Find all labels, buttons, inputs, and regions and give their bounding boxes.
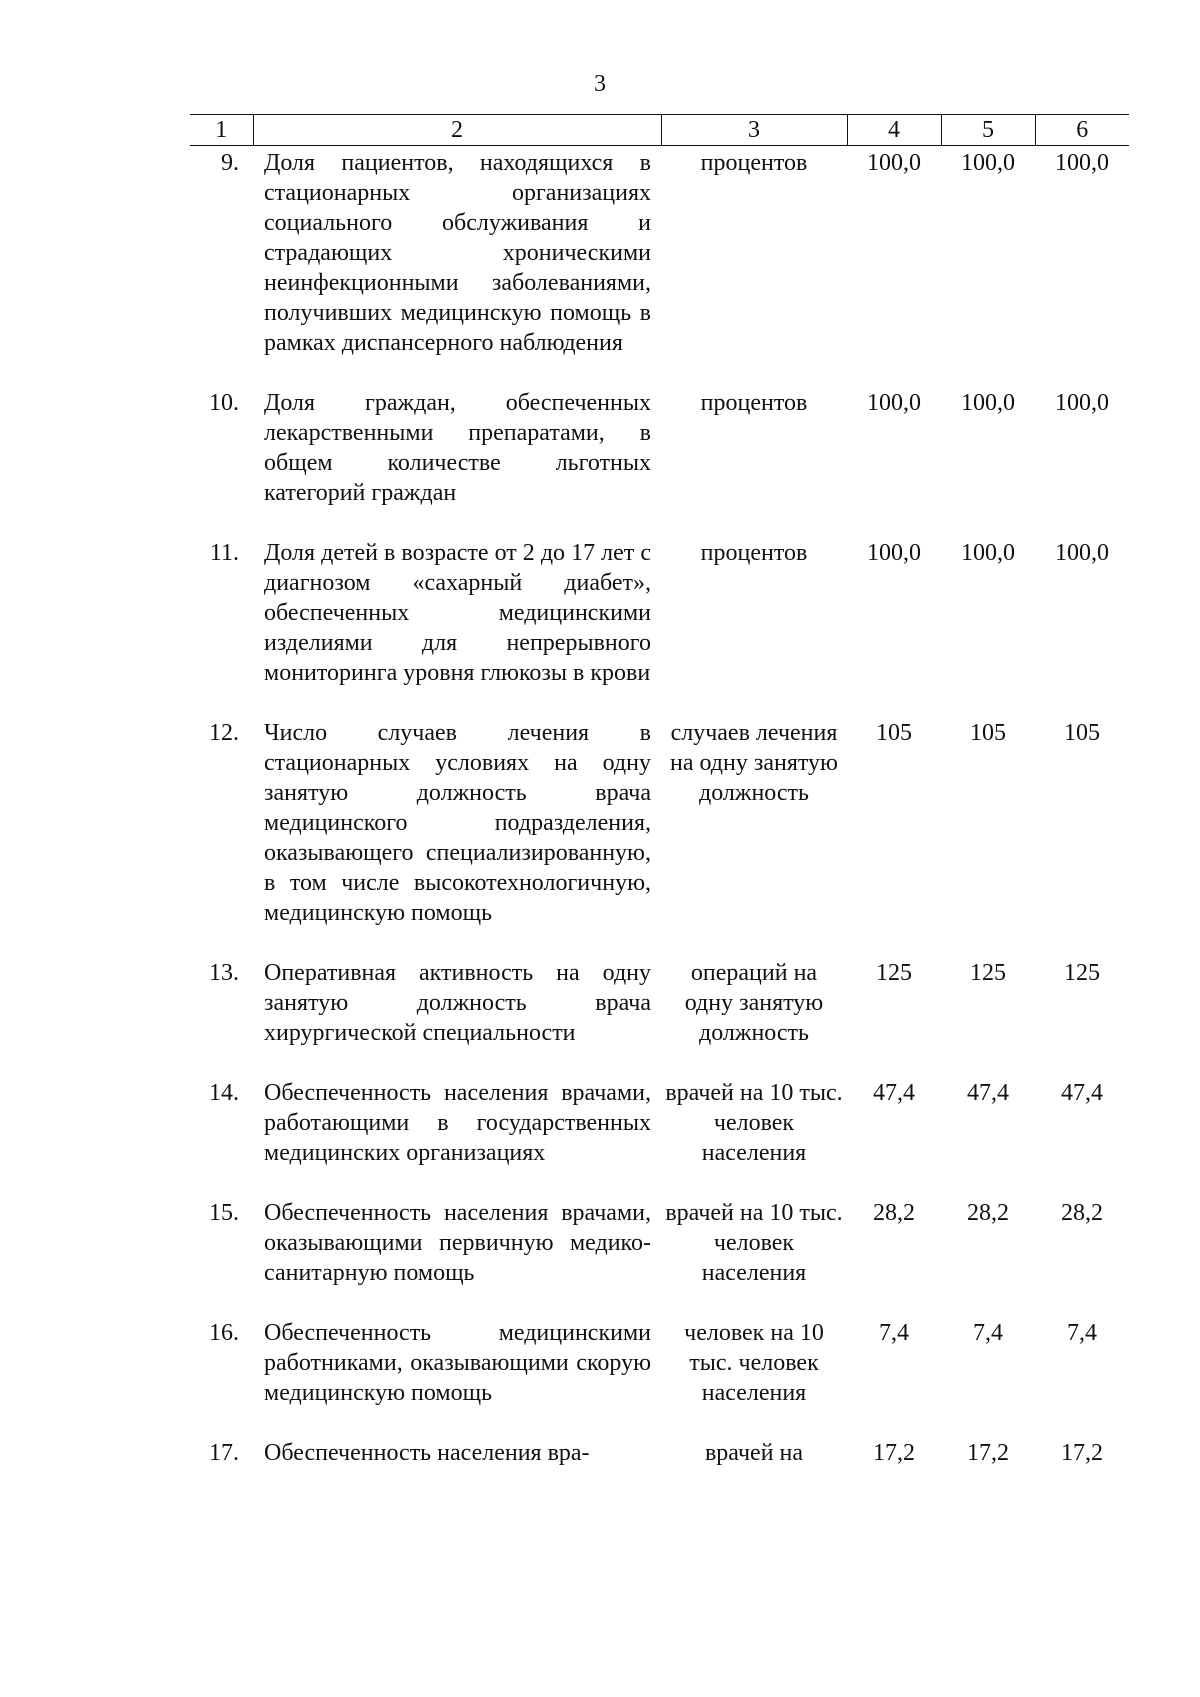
row-number: 13. bbox=[209, 960, 239, 986]
unit-of-measure: человек на 10 тыс. человек населения bbox=[684, 1320, 824, 1406]
unit-of-measure: операций на одну занятую должность bbox=[684, 960, 824, 1046]
unit-of-measure: врачей на 10 тыс. человек населения bbox=[665, 1200, 843, 1286]
value-column-4: 7,4 bbox=[879, 1320, 909, 1346]
table-header bbox=[190, 115, 1129, 146]
value-column-6: 100,0 bbox=[1055, 390, 1109, 416]
indicator-name: Доля пациентов, находящихся в стационарных организациях социального обслуживания и страдающих хроническими неинфекционными заболеваниями, получивших медицинскую помощь в рамках диспансерного наблюдения bbox=[264, 150, 651, 356]
row-number: 15. bbox=[209, 1200, 239, 1226]
table-row bbox=[190, 718, 1129, 958]
value-column-5: 28,2 bbox=[967, 1200, 1009, 1226]
indicator-name: Число случаев лечения в стационарных условиях на одну занятую должность врача медицинского подразделения, оказывающего специализированную, в том числе высокотехнологичную, медицинскую помощь bbox=[264, 720, 651, 926]
unit-of-measure: процентов bbox=[700, 540, 808, 566]
value-column-6: 100,0 bbox=[1055, 540, 1109, 566]
value-column-6: 17,2 bbox=[1061, 1440, 1103, 1466]
value-column-6: 105 bbox=[1064, 720, 1100, 746]
value-column-5: 7,4 bbox=[973, 1320, 1003, 1346]
indicator-name: Обеспеченность населения врачами, оказывающими первичную медико-санитарную помощь bbox=[264, 1200, 651, 1286]
row-number: 11. bbox=[209, 540, 239, 566]
value-column-6: 28,2 bbox=[1061, 1200, 1103, 1226]
value-column-4: 100,0 bbox=[867, 390, 921, 416]
indicator-name: Обеспеченность населения врачами, работающими в государственных медицинских организациях bbox=[264, 1080, 651, 1166]
column-header-value-1: 4 bbox=[847, 115, 941, 146]
column-header-value-3: 6 bbox=[1035, 115, 1129, 146]
column-header-unit: 3 bbox=[661, 115, 847, 146]
unit-of-measure: врачей на 10 тыс. человек населения bbox=[665, 1080, 843, 1166]
row-number: 16. bbox=[209, 1320, 239, 1346]
unit-of-measure: процентов bbox=[700, 390, 808, 416]
column-header-value-2: 5 bbox=[941, 115, 1035, 146]
indicators-table-container bbox=[190, 114, 1129, 1468]
value-column-6: 100,0 bbox=[1055, 150, 1109, 176]
table-row bbox=[190, 1438, 1129, 1468]
value-column-6: 47,4 bbox=[1061, 1080, 1103, 1106]
unit-of-measure: процентов bbox=[700, 150, 808, 176]
table-row bbox=[190, 388, 1129, 538]
table-body bbox=[190, 146, 1129, 1469]
indicator-name: Оперативная активность на одну занятую должность врача хирургической специальности bbox=[264, 960, 651, 1046]
row-number: 12. bbox=[209, 720, 239, 746]
value-column-4: 100,0 bbox=[867, 150, 921, 176]
table-row bbox=[190, 1078, 1129, 1198]
value-column-6: 125 bbox=[1064, 960, 1100, 986]
table-row bbox=[190, 146, 1129, 389]
value-column-5: 47,4 bbox=[967, 1080, 1009, 1106]
table-row bbox=[190, 538, 1129, 718]
value-column-5: 100,0 bbox=[961, 540, 1015, 566]
value-column-4: 125 bbox=[876, 960, 912, 986]
value-column-4: 100,0 bbox=[867, 540, 921, 566]
column-header-indicator: 2 bbox=[253, 115, 661, 146]
row-number: 17. bbox=[209, 1440, 239, 1466]
value-column-5: 100,0 bbox=[961, 390, 1015, 416]
indicator-name: Доля граждан, обеспеченных лекарственными препаратами, в общем количестве льготных категорий граждан bbox=[264, 390, 651, 506]
indicators-table bbox=[190, 114, 1129, 1468]
row-number: 9. bbox=[221, 150, 239, 176]
indicator-name: Обеспеченность медицинскими работниками, оказывающими скорую медицинскую помощь bbox=[264, 1320, 651, 1406]
indicator-name: Доля детей в возрасте от 2 до 17 лет с диагнозом «сахарный диабет», обеспеченных медицинскими изделиями для непрерывного мониторинга уровня глюкозы в крови bbox=[264, 540, 651, 686]
table-row bbox=[190, 1198, 1129, 1318]
page-number: 3 bbox=[594, 71, 606, 97]
table-row bbox=[190, 1318, 1129, 1438]
value-column-4: 28,2 bbox=[873, 1200, 915, 1226]
row-number: 10. bbox=[209, 390, 239, 416]
value-column-4: 105 bbox=[876, 720, 912, 746]
value-column-4: 17,2 bbox=[873, 1440, 915, 1466]
table-row bbox=[190, 958, 1129, 1078]
unit-of-measure: случаев лечения на одну занятую должность bbox=[670, 720, 838, 806]
value-column-5: 125 bbox=[970, 960, 1006, 986]
value-column-5: 100,0 bbox=[961, 150, 1015, 176]
value-column-4: 47,4 bbox=[873, 1080, 915, 1106]
value-column-5: 105 bbox=[970, 720, 1006, 746]
value-column-5: 17,2 bbox=[967, 1440, 1009, 1466]
unit-of-measure: врачей на bbox=[704, 1440, 804, 1466]
indicator-name: Обеспеченность населения вра- bbox=[264, 1440, 590, 1466]
column-header-number: 1 bbox=[190, 115, 253, 146]
row-number: 14. bbox=[209, 1080, 239, 1106]
header-row bbox=[190, 115, 1129, 146]
value-column-6: 7,4 bbox=[1067, 1320, 1097, 1346]
